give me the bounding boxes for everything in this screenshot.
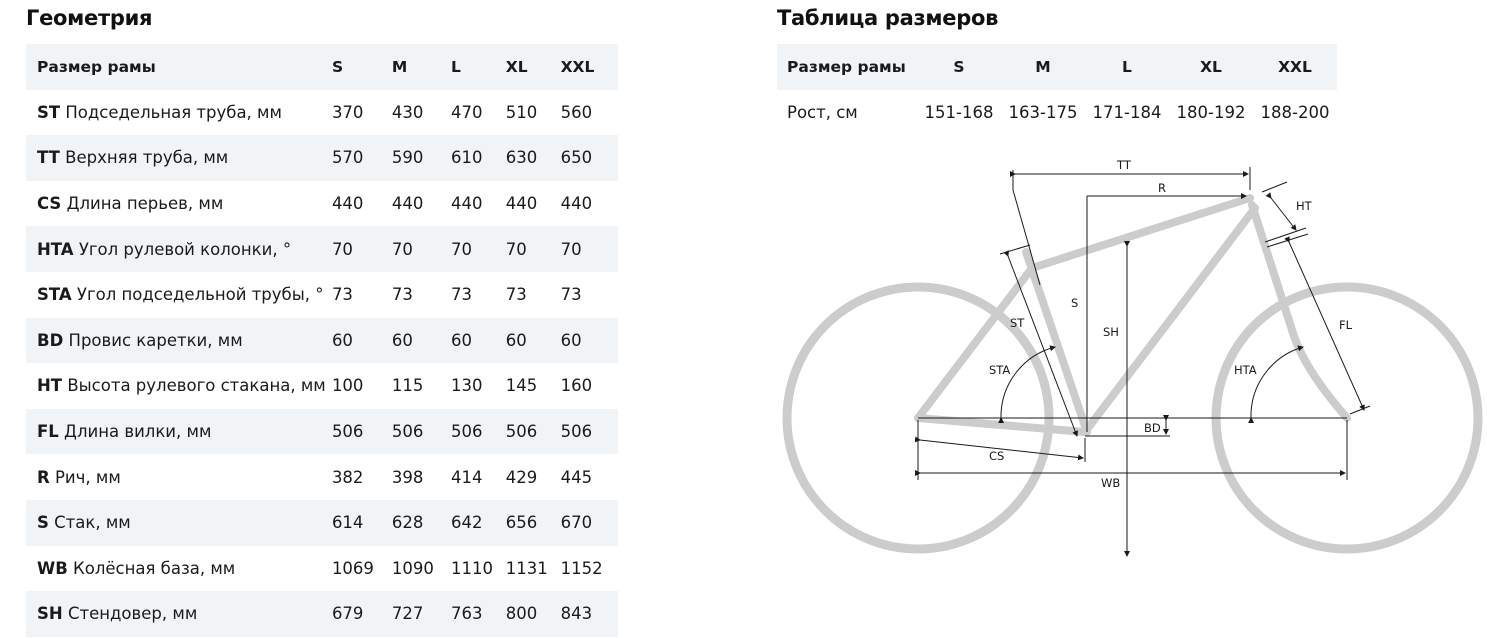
value-cell-xxl: 73: [560, 285, 582, 305]
parameter-label: [26, 226, 332, 272]
geometry-header-row: [26, 44, 618, 90]
height-row: [777, 90, 1337, 136]
value-cell-s: 60: [331, 330, 353, 350]
value-cell-m: 1090: [391, 558, 434, 578]
size-header-m: M: [391, 57, 408, 76]
parameter-abbreviation: HT: [37, 376, 63, 396]
parameter-name: Провис каретки, мм: [68, 330, 243, 350]
height-label: Рост, см: [787, 102, 858, 122]
parameter-abbreviation: STA: [37, 285, 72, 305]
parameter-label: [26, 591, 332, 637]
parameter-name: Длина вилки, мм: [64, 422, 212, 442]
size-chart-header-xxl: XXL: [1278, 57, 1312, 76]
value-cell-xl: 800: [505, 604, 538, 624]
size-chart-table: [777, 44, 1337, 135]
parameter-label: [26, 135, 332, 181]
parameter-name: Колёсная база, мм: [73, 558, 236, 578]
geometry-row: [26, 409, 618, 455]
value-cell-s: 70: [331, 239, 353, 259]
size-header-xxl: XXL: [560, 57, 595, 76]
bike-geometry-diagram: [770, 140, 1487, 565]
value-cell-l: 440: [450, 194, 483, 214]
value-cell-xxl: 160: [560, 376, 593, 396]
parameter-abbreviation: R: [37, 467, 50, 487]
geometry-row: [26, 135, 618, 181]
parameter-abbreviation: FL: [37, 422, 59, 442]
value-cell-xl: 630: [505, 148, 538, 168]
label-sh: SH: [1103, 325, 1119, 339]
parameter-abbreviation: HTA: [37, 239, 74, 259]
size-header-xl: XL: [505, 57, 528, 76]
value-cell-m: 506: [391, 422, 424, 442]
parameter-abbreviation: SH: [37, 604, 63, 624]
size-header-l: L: [450, 57, 461, 76]
value-cell-xl: 145: [505, 376, 538, 396]
label-s: S: [1071, 296, 1079, 310]
size-chart-header-xl: XL: [1200, 57, 1222, 76]
label-fl: FL: [1339, 318, 1353, 332]
geometry-row: [26, 591, 618, 637]
parameter-name: Угол рулевой колонки, °: [78, 239, 292, 259]
value-cell-s: 614: [331, 513, 364, 533]
value-cell-xl: 70: [505, 239, 527, 259]
frame-size-header: Размер рамы: [37, 57, 156, 76]
parameter-abbreviation: BD: [37, 330, 64, 350]
parameter-abbreviation: TT: [37, 148, 60, 168]
geometry-row: [26, 181, 618, 227]
value-cell-s: 679: [331, 604, 364, 624]
value-cell-xl: 440: [505, 194, 538, 214]
value-cell-xxl: 843: [560, 604, 593, 624]
value-cell-l: 470: [450, 102, 483, 122]
value-cell-xl: 73: [505, 285, 527, 305]
parameter-name: Угол подседельной трубы, °: [76, 285, 324, 305]
value-cell-m: 628: [391, 513, 424, 533]
value-cell-xxl: 506: [560, 422, 593, 442]
value-cell-m: 115: [391, 376, 424, 396]
geometry-row: [26, 363, 618, 409]
value-cell-m: 60: [391, 330, 413, 350]
value-cell-xxl: 1152: [560, 558, 603, 578]
value-cell-s: 1069: [331, 558, 374, 578]
value-cell-l: 1110: [450, 558, 493, 578]
parameter-name: Подседельная труба, мм: [65, 102, 282, 122]
label-r: R: [1158, 181, 1166, 195]
label-tt: TT: [1117, 158, 1131, 172]
parameter-name: Стендовер, мм: [67, 604, 198, 624]
parameter-name: Высота рулевого стакана, мм: [67, 376, 326, 396]
geometry-table: [26, 44, 618, 637]
value-cell-m: 70: [391, 239, 413, 259]
geometry-row: [26, 318, 618, 364]
value-cell-s: 570: [331, 148, 364, 168]
parameter-abbreviation: S: [37, 513, 49, 533]
parameter-label: [26, 500, 332, 546]
size-chart-frame-size-header: Размер рамы: [787, 57, 906, 76]
value-cell-xxl: 670: [560, 513, 593, 533]
size-chart-header-l: L: [1122, 57, 1132, 76]
size-chart-header-row: [777, 44, 1337, 90]
size-chart-title: Таблица размеров: [777, 6, 999, 30]
label-sta: STA: [989, 363, 1011, 377]
value-cell-l: 414: [450, 467, 483, 487]
parameter-label: [26, 454, 332, 500]
value-cell-xxl: 70: [560, 239, 582, 259]
value-cell-xxl: 60: [560, 330, 582, 350]
value-cell-xl: 506: [505, 422, 538, 442]
value-cell-l: 70: [450, 239, 472, 259]
value-cell-l: 642: [450, 513, 483, 533]
value-cell-xl: 510: [505, 102, 538, 122]
label-bd: BD: [1144, 421, 1161, 435]
size-chart-header-s: S: [953, 57, 965, 76]
parameter-name: Верхняя труба, мм: [65, 148, 229, 168]
geometry-row: [26, 90, 618, 136]
parameter-abbreviation: WB: [37, 558, 68, 578]
value-cell-s: 382: [331, 467, 364, 487]
height-s: 151-168: [924, 102, 994, 122]
label-ht: HT: [1296, 199, 1312, 213]
geometry-row: [26, 500, 618, 546]
parameter-label: [26, 409, 332, 455]
value-cell-xl: 656: [505, 513, 538, 533]
value-cell-m: 430: [391, 102, 424, 122]
parameter-label: [26, 90, 332, 136]
label-wb: WB: [1101, 476, 1121, 490]
value-cell-xl: 60: [505, 330, 527, 350]
value-cell-xxl: 650: [560, 148, 593, 168]
height-l: 171-184: [1092, 102, 1162, 122]
geometry-row: [26, 546, 618, 592]
parameter-label: [26, 272, 332, 318]
value-cell-s: 73: [331, 285, 353, 305]
value-cell-xxl: 440: [560, 194, 593, 214]
parameter-label: [26, 318, 332, 364]
parameter-abbreviation: ST: [37, 102, 61, 122]
size-header-s: S: [331, 57, 344, 76]
size-chart-header-m: M: [1035, 57, 1051, 76]
height-xl: 180-192: [1176, 102, 1246, 122]
value-cell-m: 440: [391, 194, 424, 214]
value-cell-xl: 1131: [505, 558, 548, 578]
geometry-row: [26, 226, 618, 272]
value-cell-s: 370: [331, 102, 364, 122]
value-cell-l: 130: [450, 376, 483, 396]
parameter-name: Длина перьев, мм: [66, 194, 224, 214]
parameter-label: [26, 181, 332, 227]
value-cell-s: 440: [331, 194, 364, 214]
value-cell-xl: 429: [505, 467, 538, 487]
value-cell-l: 73: [450, 285, 472, 305]
parameter-abbreviation: CS: [37, 194, 62, 214]
value-cell-s: 100: [331, 376, 364, 396]
value-cell-l: 506: [450, 422, 483, 442]
value-cell-l: 60: [450, 330, 472, 350]
bike-frame: [918, 198, 1347, 432]
parameter-name: Рич, мм: [54, 467, 121, 487]
value-cell-s: 506: [331, 422, 364, 442]
value-cell-xxl: 560: [560, 102, 593, 122]
parameter-label: [26, 546, 332, 592]
parameter-name: Стак, мм: [54, 513, 131, 533]
value-cell-xxl: 445: [560, 467, 593, 487]
geometry-rows: [26, 90, 618, 637]
value-cell-m: 590: [391, 148, 424, 168]
label-hta: HTA: [1234, 363, 1257, 377]
value-cell-m: 398: [391, 467, 424, 487]
geometry-row: [26, 454, 618, 500]
geometry-row: [26, 272, 618, 318]
value-cell-m: 73: [391, 285, 413, 305]
height-m: 163-175: [1008, 102, 1078, 122]
height-xxl: 188-200: [1260, 102, 1330, 122]
value-cell-l: 610: [450, 148, 483, 168]
value-cell-l: 763: [450, 604, 483, 624]
geometry-title: Геометрия: [26, 6, 153, 30]
parameter-label: [26, 363, 332, 409]
label-st: ST: [1010, 316, 1025, 330]
label-cs: CS: [989, 449, 1005, 463]
value-cell-m: 727: [391, 604, 424, 624]
